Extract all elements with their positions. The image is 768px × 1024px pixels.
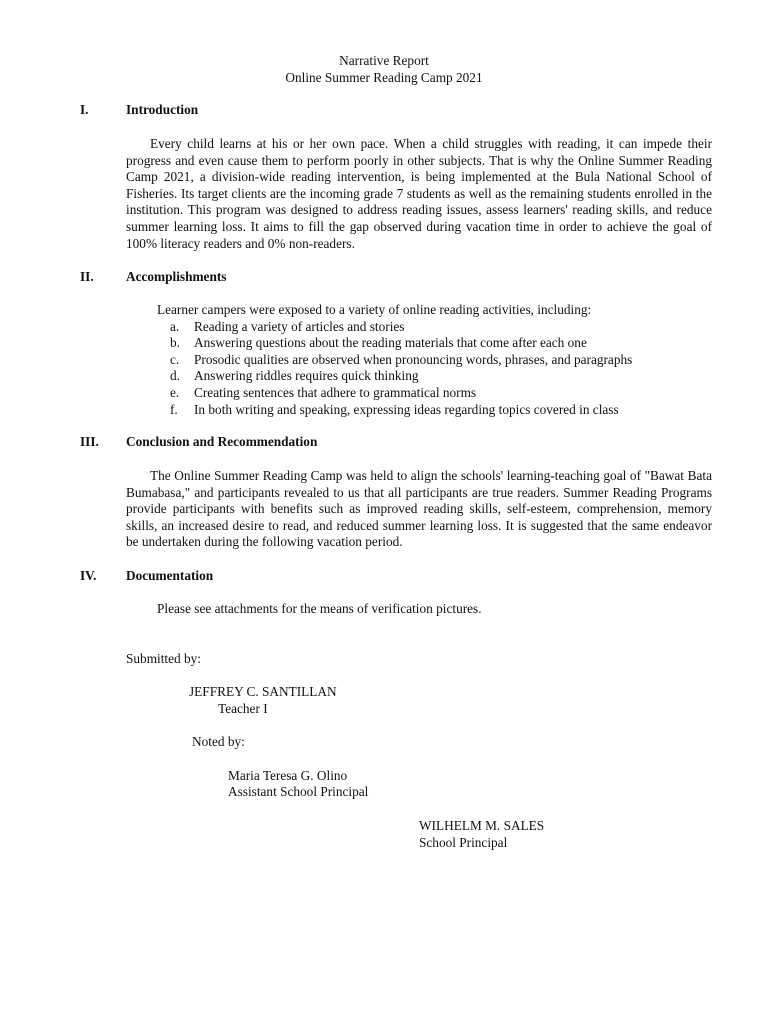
list-item-text: In both writing and speaking, expressing ideas regarding topics covered in class <box>194 401 619 417</box>
section-title-accomplishments: Accomplishments <box>126 269 227 284</box>
list-item-text: Answering questions about the reading materials that come after each one <box>194 335 587 351</box>
section-number-3: III. <box>80 434 99 449</box>
section-title-conclusion: Conclusion and Recommendation <box>126 434 318 449</box>
noted-by-label: Noted by: <box>192 734 245 749</box>
accomplishments-intro: Learner campers were exposed to a variety of online reading activities, including: <box>157 302 592 317</box>
principal-name: WILHELM M. SALES <box>419 818 545 833</box>
list-item-letter: b. <box>170 335 180 351</box>
submitter-name: JEFFREY C. SANTILLAN <box>189 684 337 699</box>
principal-role: School Principal <box>419 835 508 850</box>
list-item-letter: d. <box>170 368 180 384</box>
list-item <box>156 385 716 402</box>
list-item-letter: c. <box>170 351 180 367</box>
section-number-1: I. <box>80 102 89 117</box>
list-item-letter: f. <box>170 401 178 417</box>
list-item <box>156 352 716 369</box>
list-item-text: Creating sentences that adhere to grammatical norms <box>194 384 477 400</box>
list-item <box>156 402 716 419</box>
list-item-text: Answering riddles requires quick thinking <box>194 368 419 384</box>
introduction-text: Every child learns at his or her own pace. When a child struggles with reading, it can impede their progress and even cause them to perform poorly in other subjects. That is why the Online Summer Reading Camp 2021, a division-wide reading intervention, is being implemented at the Bula National School of Fisheries. Its target clients are the incoming grade 7 students as well as the remaining students enrolled in the institution. This program was designed to address reading issues, assess learners' reading skills, and reduce summer learning loss. It aims to fill the gap observed during vacation time in order to achieve the goal of 100% literacy readers and 0% non-readers. <box>126 136 712 251</box>
introduction-paragraph <box>126 136 712 252</box>
section-title-documentation: Documentation <box>126 568 214 583</box>
list-item <box>156 319 716 336</box>
list-item <box>156 335 716 352</box>
noter-name: Maria Teresa G. Olino <box>228 768 348 783</box>
accomplishments-list <box>156 319 716 419</box>
section-number-4: IV. <box>80 568 97 583</box>
list-item-text: Reading a variety of articles and stories <box>194 318 405 334</box>
documentation-text: Please see attachments for the means of verification pictures. <box>157 601 482 616</box>
submitted-by-label: Submitted by: <box>126 651 201 666</box>
section-title-introduction: Introduction <box>126 102 199 117</box>
document-title: Narrative Report <box>339 53 429 68</box>
conclusion-text: The Online Summer Reading Camp was held to align the schools' learning-teaching goal of "Bawat Bata Bumabasa," and participants revealed to us that all participants are true readers. Summer Reading Programs provide participants with benefits such as improved reading skills, self-esteem, comprehension, memory skills, an increased desire to read, and reduced summer learning loss. It is suggested that the same endeavor be undertaken during the following vacation period. <box>126 468 712 550</box>
section-number-2: II. <box>80 269 94 284</box>
list-item <box>156 368 716 385</box>
conclusion-paragraph <box>126 468 712 551</box>
list-item-text: Prosodic qualities are observed when pronouncing words, phrases, and paragraphs <box>194 351 633 367</box>
list-item-letter: a. <box>170 318 180 334</box>
noter-role: Assistant School Principal <box>228 784 369 799</box>
submitter-role: Teacher I <box>218 701 268 716</box>
list-item-letter: e. <box>170 384 180 400</box>
document-subtitle: Online Summer Reading Camp 2021 <box>285 70 483 85</box>
